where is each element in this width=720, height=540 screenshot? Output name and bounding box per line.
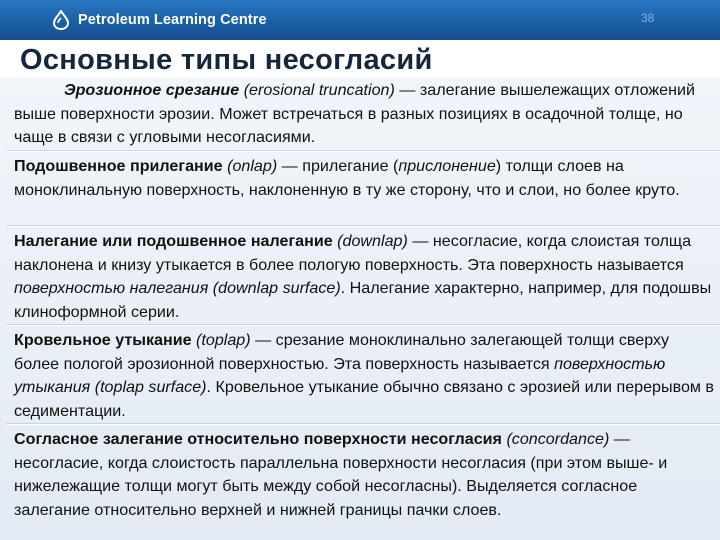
header-bar	[0, 0, 720, 40]
definition-text: — несогласие, когда слоистость параллельна поверхности несогласия (при этом выше- и нижележащие толщи могут быть между собой несогласны). Выделяется согласное залегание относительно верхней и нижней границы пачки слоев.	[14, 430, 668, 519]
english-term: (concordance)	[506, 430, 610, 448]
paragraph-toplap	[14, 329, 714, 423]
term: Кровельное утыкание	[14, 331, 192, 349]
definition-text: — срезание моноклинально залегающей толщи сверху более пологой эрозионной поверхностью. Эта поверхность называется	[14, 331, 670, 373]
paragraph-erosional-truncation	[14, 79, 714, 150]
logo-text: Petroleum Learning Centre	[78, 12, 267, 28]
paragraph-concordance	[14, 428, 714, 522]
paragraph-onlap	[14, 155, 714, 202]
surface-name: поверхностью утыкания (toplap surface)	[14, 354, 666, 397]
definition-text: — несогласие, когда слоистая толща наклонена и книзу утыкается в более пологую поверхность. Эта поверхность называется	[14, 232, 692, 274]
petroleum-drop-logo-icon	[50, 10, 72, 30]
term: Эрозионное срезание	[64, 81, 240, 99]
definition-text: . Налегание характерно, например, для подошвы клиноформной серии.	[14, 279, 712, 321]
english-term: (onlap)	[227, 157, 278, 175]
divider	[6, 226, 720, 227]
term: Согласное залегание относительно поверхности несогласия	[14, 430, 502, 448]
english-term: (downlap)	[337, 232, 408, 250]
logo	[50, 10, 267, 30]
definition-text: — прилегание (	[277, 157, 399, 175]
divider	[6, 325, 720, 326]
divider	[6, 424, 720, 425]
term: Налегание или подошвенное налегание	[14, 232, 333, 250]
english-term: (toplap)	[196, 331, 251, 349]
page-title: Основные типы несогласий	[20, 44, 433, 76]
term: Подошвенное прилегание	[14, 157, 223, 175]
surface-name: поверхностью налегания (downlap surface)	[14, 279, 341, 298]
paragraph-downlap	[14, 230, 714, 324]
definition-text: . Кровельное утыкание обычно связано с эрозией или перерывом в седиментации.	[14, 378, 714, 420]
alternate-term: прислонение	[398, 157, 496, 175]
definition-text: ) толщи слоев на моноклинальную поверхность, наклоненную в ту же сторону, что и слои, но более круто.	[14, 157, 680, 199]
divider	[6, 151, 720, 152]
definition-text: — залегание вышележащих отложений выше поверхности эрозии. Может встречаться в разных позициях в осадочной толще, но чаще в связи с угловыми несогласиями.	[14, 81, 695, 147]
page-number: 38	[641, 11, 655, 25]
english-term: (erosional truncation)	[243, 81, 395, 99]
